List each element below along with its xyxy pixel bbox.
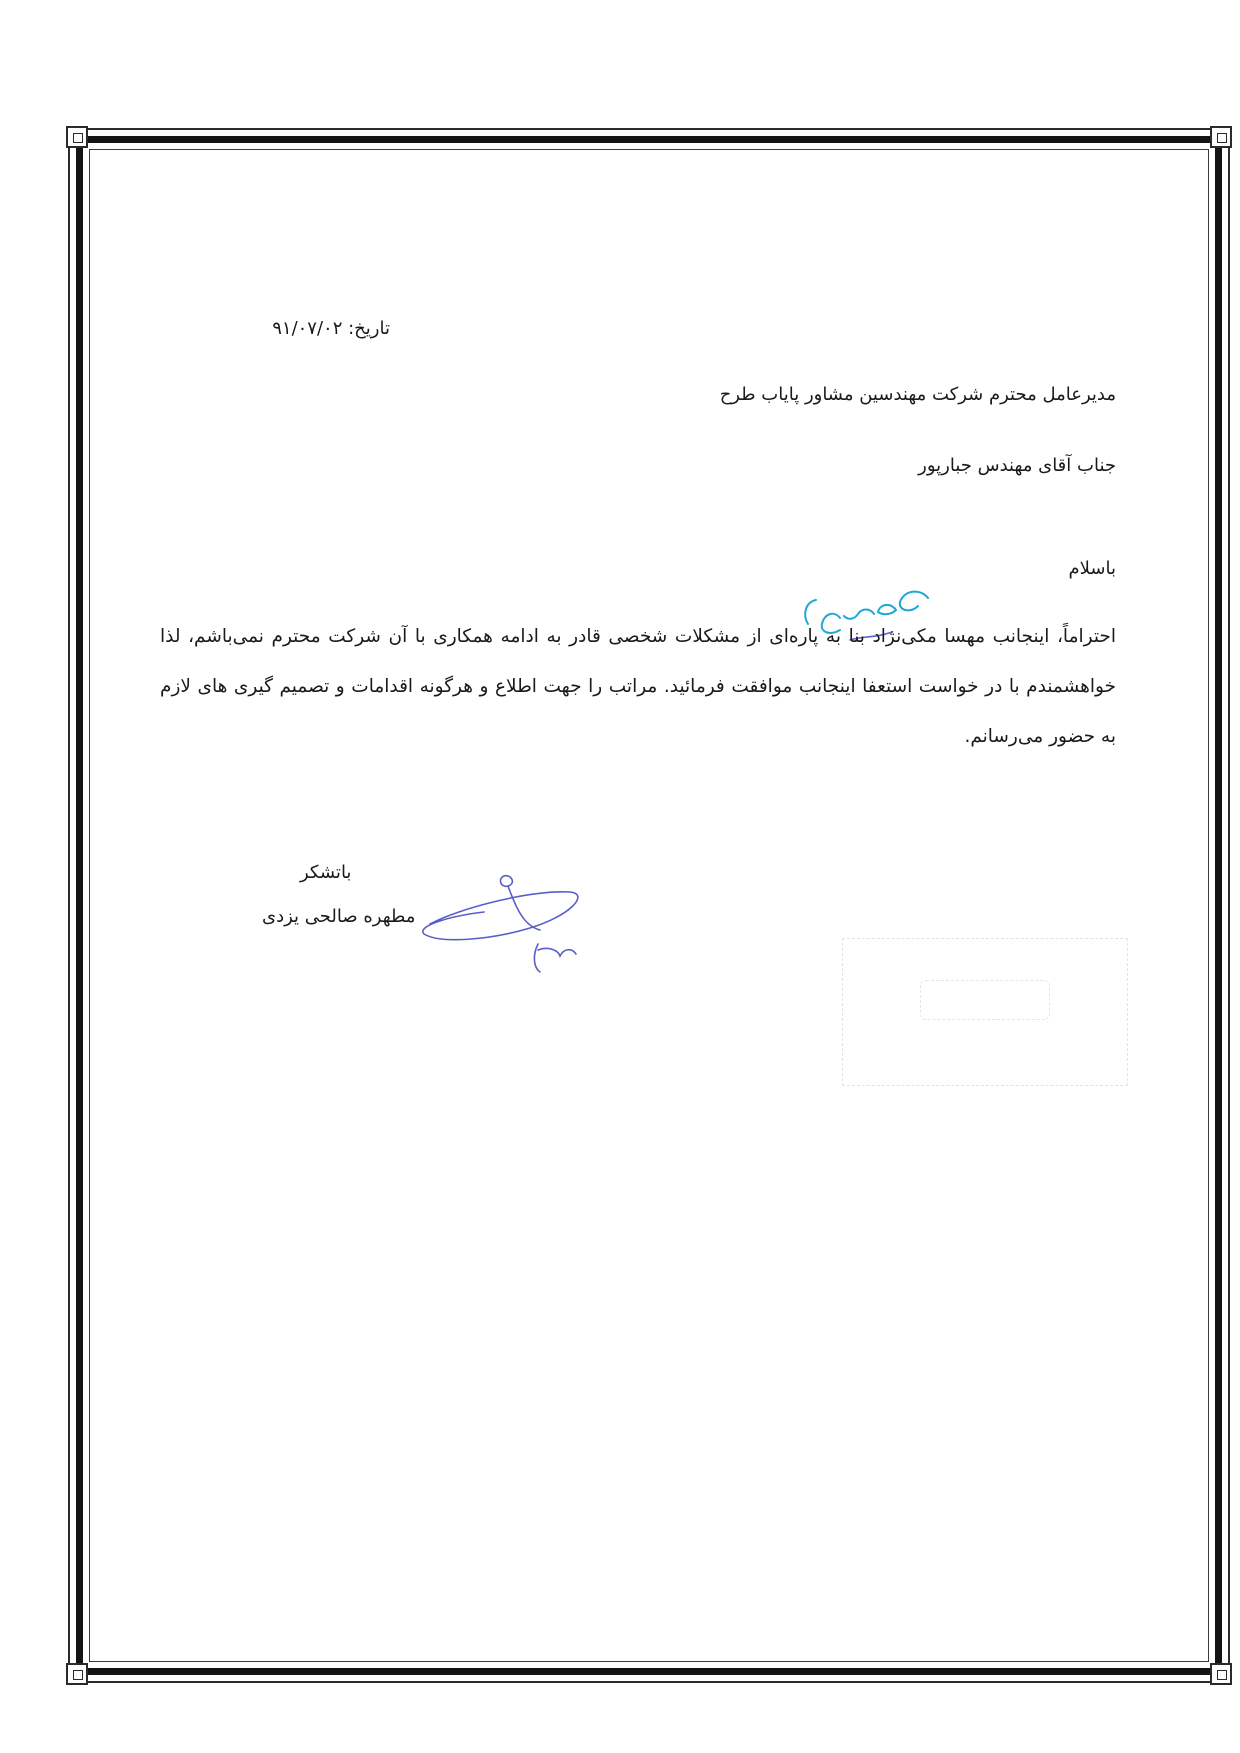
greeting: باسلام [1068, 558, 1116, 579]
frame-corner-bottom-right [1210, 1663, 1232, 1685]
recipient-line-2: جناب آقای مهندس جبارپور [918, 455, 1116, 476]
frame-corner-top-left [66, 126, 88, 148]
frame-corner-bottom-left [66, 1663, 88, 1685]
date-label: تاریخ: [348, 318, 390, 339]
signer-name: مطهره صالحی یزدی [262, 906, 416, 927]
letter-body: احتراماً، اینجانب مهسا مکی‌نژاد بنا به پاره‌ای از مشکلات شخصی قادر به ادامه همکاری با آن شرکت محترم نمی‌باشم، لذا خواهشمندم با در خواست استعفا اینجانب موافقت فرمائید. مراتب را جهت اطلاع و هرگونه اقدامات و تصمیم گیری های لازم به حضور می‌رسانم. [160, 626, 1116, 747]
recipient-line-1: مدیرعامل محترم شرکت مهندسین مشاور پایاب طرح [719, 384, 1116, 405]
page-frame-inner [89, 149, 1209, 1662]
frame-corner-top-right [1210, 126, 1232, 148]
letter-date [230, 318, 390, 339]
closing: باتشکر [300, 862, 352, 883]
date-value: ۹۱/۰۷/۰۲ [272, 318, 343, 339]
faint-stamp-inner [920, 980, 1050, 1020]
handwritten-signature [420, 868, 590, 978]
